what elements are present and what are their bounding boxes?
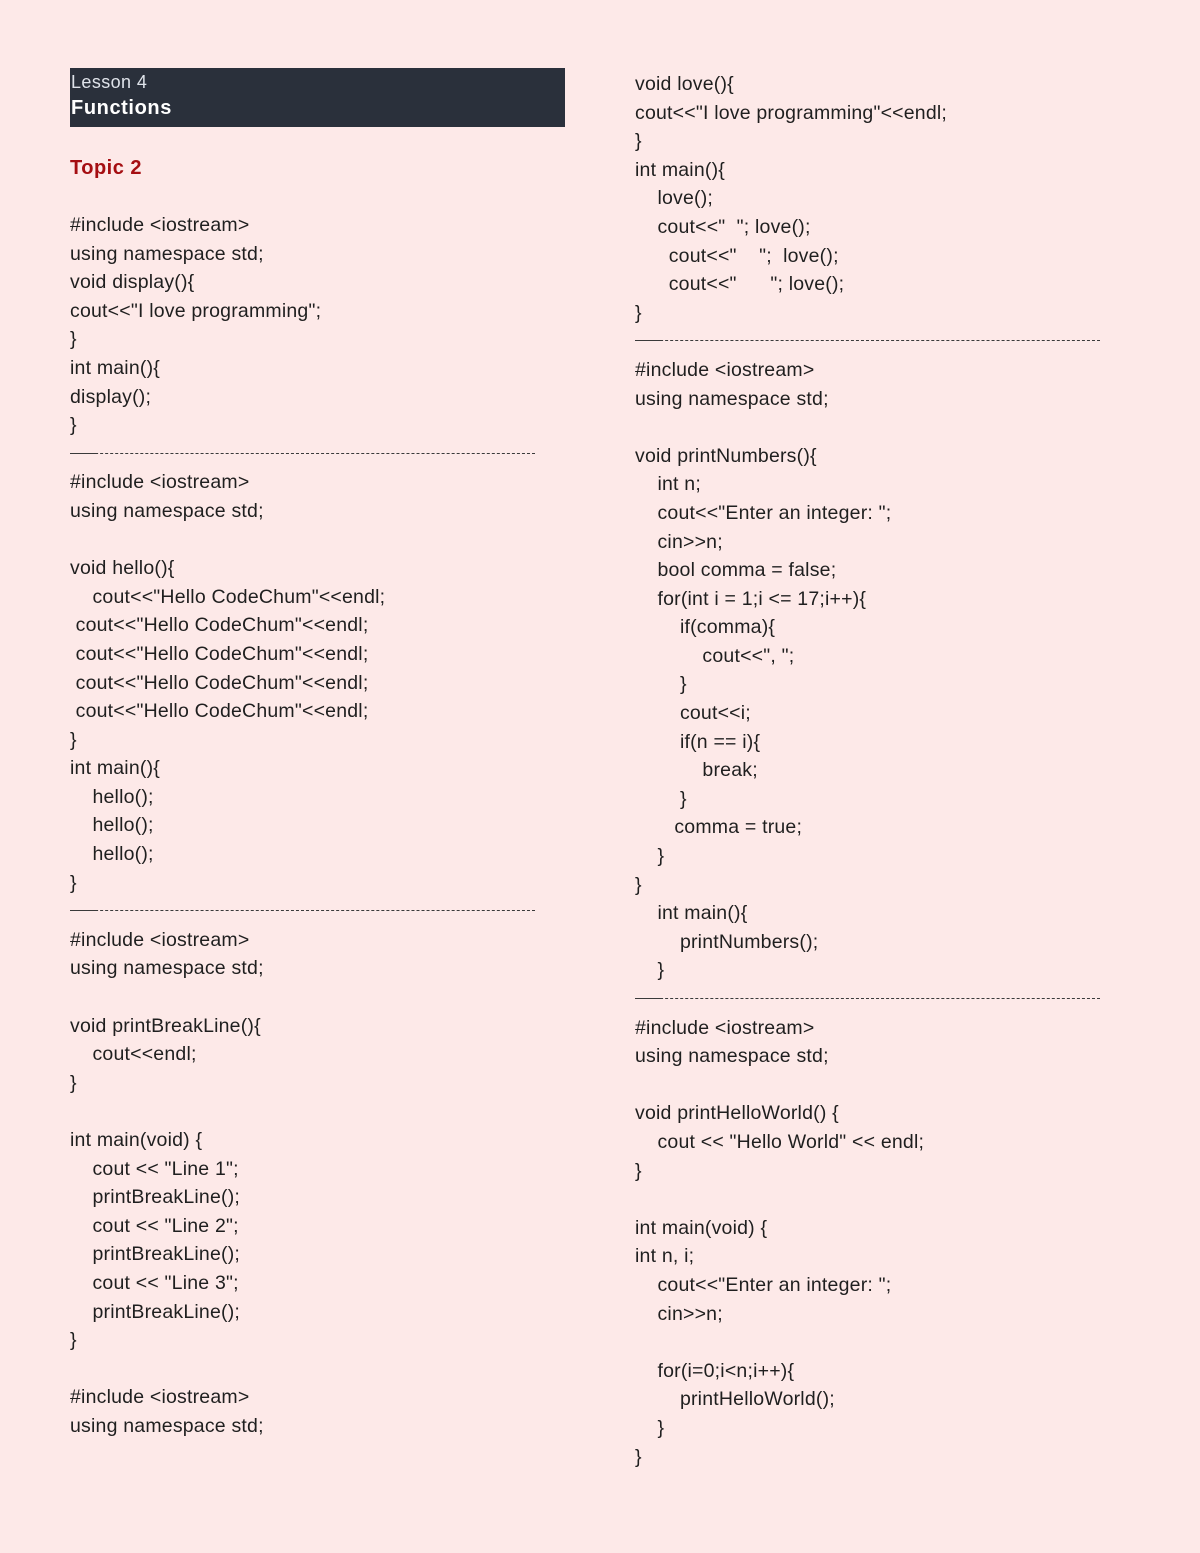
- code-line: cout<<"Hello CodeChum"<<endl;: [70, 700, 369, 723]
- separator-line: [635, 985, 1105, 1014]
- code-line: cout<<"I love programming";: [70, 299, 322, 322]
- code-line: void love(){: [635, 73, 734, 95]
- code-line: int main(){: [635, 902, 748, 925]
- code-line: void hello(){: [70, 557, 175, 580]
- code-line: }: [70, 414, 77, 437]
- blank-line: [70, 983, 565, 1012]
- code-line: love();: [635, 187, 714, 210]
- code-line: printNumbers();: [635, 930, 819, 953]
- code-line: bool comma = false;: [635, 559, 837, 582]
- code-line: }: [635, 1445, 642, 1468]
- blank-line: [635, 413, 1105, 442]
- code-line: }: [635, 787, 687, 810]
- code-line: void display(){: [70, 271, 195, 294]
- code-line: cout<<i;: [635, 702, 751, 725]
- code-line: cout<<endl;: [70, 1043, 197, 1066]
- code-line: void printNumbers(){: [635, 444, 817, 467]
- code-line: }: [635, 1416, 665, 1439]
- code-line: }: [635, 130, 642, 153]
- code-line: #include <iostream>: [635, 358, 815, 381]
- blank-line: [70, 526, 565, 555]
- blank-line: [635, 1328, 1105, 1357]
- lesson-header: [70, 68, 565, 127]
- code-line: cout<<"Hello CodeChum"<<endl;: [70, 585, 386, 608]
- code-line: #include <iostream>: [70, 214, 250, 236]
- code-line: cout<<" "; love();: [635, 215, 811, 238]
- code-line: cout << "Hello World" << endl;: [635, 1130, 925, 1153]
- code-line: int n;: [635, 473, 701, 496]
- code-line: using namespace std;: [70, 242, 264, 265]
- code-line: cout<<"Hello CodeChum"<<endl;: [70, 642, 369, 665]
- code-line: }: [70, 871, 77, 894]
- separator-line: [70, 897, 565, 926]
- code-line: cout<<"Enter an integer: ";: [635, 1273, 892, 1296]
- code-line: cout<<", ";: [635, 644, 795, 667]
- code-line: #include <iostream>: [635, 1016, 815, 1039]
- code-line: }: [635, 845, 665, 868]
- code-line: int main(){: [635, 158, 725, 181]
- code-line: #include <iostream>: [70, 1386, 250, 1409]
- code-line: display();: [70, 385, 152, 408]
- blank-line: [635, 1185, 1105, 1214]
- right-code-block: [635, 70, 1105, 1471]
- code-line: using namespace std;: [70, 957, 264, 980]
- code-line: comma = true;: [635, 816, 803, 839]
- code-line: using namespace std;: [70, 499, 264, 522]
- code-line: printBreakLine();: [70, 1300, 241, 1323]
- code-line: for(i=0;i<n;i++){: [635, 1359, 795, 1382]
- lesson-title: Functions: [71, 97, 172, 119]
- code-line: cout<<"Hello CodeChum"<<endl;: [70, 614, 369, 637]
- code-line: }: [635, 301, 642, 324]
- code-line: cout<<"Enter an integer: ";: [635, 501, 892, 524]
- code-line: int main(void) {: [635, 1216, 768, 1239]
- code-line: cout<<"I love programming"<<endl;: [635, 101, 948, 124]
- code-line: cout << "Line 2";: [70, 1214, 239, 1237]
- code-line: int main(){: [70, 757, 160, 780]
- code-line: }: [70, 328, 77, 351]
- code-line: for(int i = 1;i <= 17;i++){: [635, 587, 867, 610]
- code-line: }: [635, 873, 642, 896]
- code-line: cout << "Line 1";: [70, 1157, 239, 1180]
- code-line: cout<<" "; love();: [635, 244, 839, 267]
- code-line: printBreakLine();: [70, 1186, 241, 1209]
- code-line: }: [635, 1159, 642, 1182]
- code-line: }: [635, 959, 665, 982]
- code-line: if(comma){: [635, 616, 776, 639]
- code-line: if(n == i){: [635, 730, 761, 753]
- code-line: cin>>n;: [635, 1302, 723, 1325]
- code-line: cout << "Line 3";: [70, 1271, 239, 1294]
- code-line: printHelloWorld();: [635, 1388, 835, 1411]
- separator-line: [70, 440, 565, 469]
- blank-line: [70, 1097, 565, 1126]
- code-line: }: [70, 1329, 77, 1352]
- code-line: }: [70, 1071, 77, 1094]
- code-line: hello();: [70, 785, 154, 808]
- code-line: break;: [635, 759, 758, 782]
- code-line: }: [635, 673, 687, 696]
- lesson-number: Lesson 4: [71, 72, 148, 92]
- code-line: hello();: [70, 843, 154, 866]
- left-column: [70, 68, 565, 1441]
- code-line: using namespace std;: [635, 387, 829, 410]
- topic-heading: Topic 2: [70, 157, 143, 179]
- code-line: int n, i;: [635, 1245, 695, 1268]
- blank-line: [70, 1355, 565, 1384]
- code-line: void printHelloWorld() {: [635, 1102, 839, 1125]
- code-line: }: [70, 728, 77, 751]
- left-code-block: [70, 211, 565, 1441]
- spacer: [70, 183, 565, 212]
- code-line: cout<<" "; love();: [635, 273, 845, 296]
- right-column: [635, 70, 1105, 1471]
- blank-line: [635, 1071, 1105, 1100]
- code-line: void printBreakLine(){: [70, 1014, 261, 1037]
- code-line: cin>>n;: [635, 530, 723, 553]
- code-line: int main(void) {: [70, 1129, 203, 1151]
- code-line: using namespace std;: [70, 1414, 264, 1437]
- code-line: using namespace std;: [635, 1045, 829, 1068]
- code-line: printBreakLine();: [70, 1243, 241, 1266]
- code-line: int main(){: [70, 356, 160, 379]
- code-line: hello();: [70, 814, 154, 837]
- separator-line: [635, 327, 1105, 356]
- code-line: #include <iostream>: [70, 928, 250, 951]
- code-line: #include <iostream>: [70, 471, 250, 494]
- code-line: cout<<"Hello CodeChum"<<endl;: [70, 671, 369, 694]
